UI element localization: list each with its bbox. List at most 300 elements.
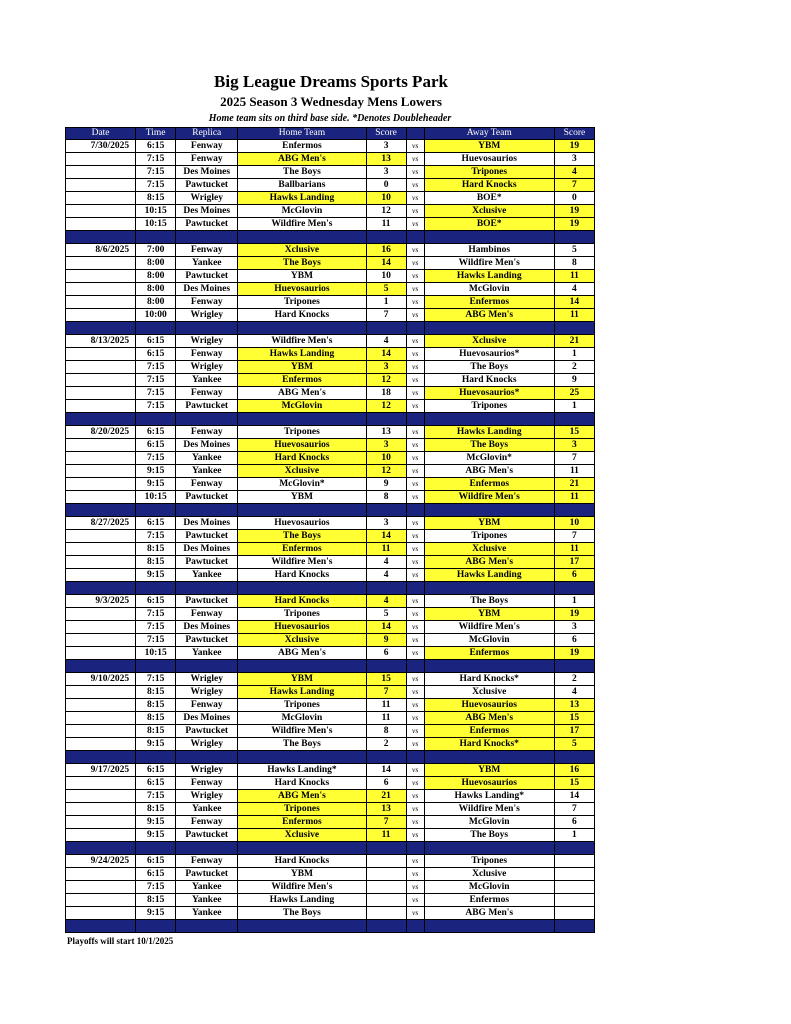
game-replica: Des Moines	[176, 283, 238, 296]
away-team: The Boys	[424, 439, 554, 452]
separator-cell	[424, 582, 554, 595]
game-date	[66, 374, 136, 387]
home-score: 14	[366, 764, 406, 777]
game-replica: Wrigley	[176, 673, 238, 686]
game-time: 7:15	[136, 790, 176, 803]
away-score: 1	[554, 400, 594, 413]
home-score: 3	[366, 140, 406, 153]
away-team: Hawks Landing	[424, 426, 554, 439]
separator-cell	[66, 504, 136, 517]
home-team: Hawks Landing	[238, 686, 366, 699]
game-row	[66, 907, 595, 920]
game-date	[66, 452, 136, 465]
away-score: 4	[554, 686, 594, 699]
away-team: YBM	[424, 517, 554, 530]
game-replica: Des Moines	[176, 166, 238, 179]
away-team: Wildfire Men's	[424, 491, 554, 504]
home-team: Tripones	[238, 803, 366, 816]
game-replica: Pawtucket	[176, 829, 238, 842]
home-score: 11	[366, 712, 406, 725]
home-score: 4	[366, 335, 406, 348]
away-score: 11	[554, 465, 594, 478]
separator-cell	[554, 920, 594, 933]
separator-cell	[554, 413, 594, 426]
game-replica: Pawtucket	[176, 595, 238, 608]
game-row	[66, 569, 595, 582]
away-score: 3	[554, 621, 594, 634]
away-score: 19	[554, 218, 594, 231]
home-team: Hawks Landing	[238, 192, 366, 205]
game-row	[66, 179, 595, 192]
home-team: Xclusive	[238, 244, 366, 257]
column-header: Away Team	[424, 128, 554, 140]
game-row	[66, 283, 595, 296]
away-score: 9	[554, 374, 594, 387]
vs-label: vs	[406, 244, 424, 257]
away-score	[554, 894, 594, 907]
away-score: 17	[554, 556, 594, 569]
away-team: Xclusive	[424, 868, 554, 881]
home-score: 12	[366, 205, 406, 218]
game-row	[66, 270, 595, 283]
game-row	[66, 257, 595, 270]
away-score: 19	[554, 647, 594, 660]
away-score: 3	[554, 153, 594, 166]
vs-label: vs	[406, 478, 424, 491]
away-score: 19	[554, 140, 594, 153]
game-date	[66, 153, 136, 166]
column-header: Time	[136, 128, 176, 140]
game-row	[66, 387, 595, 400]
game-row	[66, 829, 595, 842]
home-team: Hawks Landing	[238, 348, 366, 361]
home-score: 7	[366, 686, 406, 699]
game-replica: Des Moines	[176, 621, 238, 634]
away-score: 15	[554, 777, 594, 790]
game-replica: Pawtucket	[176, 725, 238, 738]
away-score: 6	[554, 634, 594, 647]
game-date: 8/6/2025	[66, 244, 136, 257]
game-row	[66, 868, 595, 881]
vs-label: vs	[406, 296, 424, 309]
game-time: 10:00	[136, 309, 176, 322]
home-score: 13	[366, 153, 406, 166]
game-time: 7:15	[136, 634, 176, 647]
game-date	[66, 491, 136, 504]
vs-label: vs	[406, 166, 424, 179]
separator-cell	[366, 582, 406, 595]
game-replica: Pawtucket	[176, 400, 238, 413]
vs-label: vs	[406, 907, 424, 920]
header-row	[66, 128, 595, 140]
home-score: 11	[366, 699, 406, 712]
home-score: 2	[366, 738, 406, 751]
game-time: 7:15	[136, 621, 176, 634]
away-score: 21	[554, 335, 594, 348]
home-score	[366, 881, 406, 894]
home-team: Tripones	[238, 699, 366, 712]
game-row	[66, 426, 595, 439]
game-date	[66, 894, 136, 907]
separator-cell	[366, 231, 406, 244]
game-date	[66, 270, 136, 283]
game-row	[66, 543, 595, 556]
separator-cell	[238, 322, 366, 335]
vs-label: vs	[406, 140, 424, 153]
game-row	[66, 400, 595, 413]
game-replica: Pawtucket	[176, 179, 238, 192]
separator-cell	[366, 413, 406, 426]
game-time: 7:15	[136, 881, 176, 894]
separator-cell	[66, 920, 136, 933]
home-team: Hard Knocks	[238, 595, 366, 608]
away-team: Tripones	[424, 166, 554, 179]
game-replica: Yankee	[176, 374, 238, 387]
vs-label: vs	[406, 881, 424, 894]
game-replica: Wrigley	[176, 764, 238, 777]
separator-cell	[238, 751, 366, 764]
home-score: 13	[366, 803, 406, 816]
vs-label: vs	[406, 309, 424, 322]
game-replica: Fenway	[176, 777, 238, 790]
home-team: YBM	[238, 673, 366, 686]
separator-cell	[136, 322, 176, 335]
week-separator	[66, 920, 595, 933]
separator-cell	[136, 231, 176, 244]
game-time: 10:15	[136, 218, 176, 231]
game-date: 9/10/2025	[66, 673, 136, 686]
away-team: Hard Knocks	[424, 374, 554, 387]
column-header	[406, 128, 424, 140]
column-header: Score	[554, 128, 594, 140]
game-row	[66, 218, 595, 231]
away-score: 10	[554, 517, 594, 530]
home-team: McGlovin	[238, 400, 366, 413]
vs-label: vs	[406, 595, 424, 608]
home-team: Enfermos	[238, 816, 366, 829]
game-time: 6:15	[136, 777, 176, 790]
separator-cell	[366, 660, 406, 673]
separator-cell	[406, 660, 424, 673]
home-team: Hawks Landing	[238, 894, 366, 907]
home-score: 11	[366, 218, 406, 231]
home-score: 3	[366, 517, 406, 530]
vs-label: vs	[406, 387, 424, 400]
game-date	[66, 712, 136, 725]
vs-label: vs	[406, 647, 424, 660]
game-date	[66, 881, 136, 894]
vs-label: vs	[406, 335, 424, 348]
game-date	[66, 361, 136, 374]
separator-cell	[424, 231, 554, 244]
game-row	[66, 140, 595, 153]
away-team: The Boys	[424, 829, 554, 842]
home-score: 14	[366, 530, 406, 543]
game-date	[66, 829, 136, 842]
game-row	[66, 439, 595, 452]
home-score: 3	[366, 439, 406, 452]
away-team: Xclusive	[424, 335, 554, 348]
vs-label: vs	[406, 530, 424, 543]
game-replica: Yankee	[176, 881, 238, 894]
vs-label: vs	[406, 816, 424, 829]
away-score: 11	[554, 491, 594, 504]
home-score: 18	[366, 387, 406, 400]
game-time: 6:15	[136, 140, 176, 153]
game-row	[66, 673, 595, 686]
away-team: Hard Knocks*	[424, 738, 554, 751]
game-row	[66, 647, 595, 660]
separator-cell	[424, 660, 554, 673]
away-score: 7	[554, 530, 594, 543]
vs-label: vs	[406, 426, 424, 439]
game-replica: Pawtucket	[176, 218, 238, 231]
vs-label: vs	[406, 855, 424, 868]
home-team: McGlovin	[238, 712, 366, 725]
separator-cell	[176, 413, 238, 426]
away-team: Xclusive	[424, 543, 554, 556]
away-team: Hawks Landing	[424, 270, 554, 283]
separator-cell	[66, 751, 136, 764]
separator-cell	[238, 231, 366, 244]
column-header: Date	[66, 128, 136, 140]
week-separator	[66, 322, 595, 335]
vs-label: vs	[406, 673, 424, 686]
game-time: 8:15	[136, 712, 176, 725]
home-score: 3	[366, 166, 406, 179]
week-separator	[66, 660, 595, 673]
game-date	[66, 387, 136, 400]
away-score: 8	[554, 257, 594, 270]
game-row	[66, 192, 595, 205]
week-separator	[66, 842, 595, 855]
game-row	[66, 595, 595, 608]
vs-label: vs	[406, 543, 424, 556]
game-date: 9/3/2025	[66, 595, 136, 608]
home-score: 4	[366, 556, 406, 569]
vs-label: vs	[406, 361, 424, 374]
home-score: 12	[366, 465, 406, 478]
home-team: YBM	[238, 868, 366, 881]
away-score: 5	[554, 244, 594, 257]
away-team: YBM	[424, 764, 554, 777]
game-time: 6:15	[136, 764, 176, 777]
separator-cell	[136, 751, 176, 764]
separator-cell	[66, 413, 136, 426]
away-team: BOE*	[424, 218, 554, 231]
separator-cell	[366, 504, 406, 517]
home-team: YBM	[238, 270, 366, 283]
separator-cell	[136, 413, 176, 426]
game-time: 7:15	[136, 452, 176, 465]
vs-label: vs	[406, 517, 424, 530]
game-row	[66, 738, 595, 751]
home-score: 12	[366, 374, 406, 387]
away-team: YBM	[424, 140, 554, 153]
vs-label: vs	[406, 439, 424, 452]
away-team: Hard Knocks*	[424, 673, 554, 686]
home-score: 14	[366, 621, 406, 634]
home-score	[366, 868, 406, 881]
game-date	[66, 348, 136, 361]
vs-label: vs	[406, 465, 424, 478]
game-date	[66, 439, 136, 452]
page-title: Big League Dreams Sports Park	[214, 72, 448, 91]
home-team: Xclusive	[238, 465, 366, 478]
game-time: 6:15	[136, 517, 176, 530]
separator-cell	[554, 231, 594, 244]
separator-cell	[554, 660, 594, 673]
vs-label: vs	[406, 634, 424, 647]
vs-label: vs	[406, 725, 424, 738]
game-time: 8:15	[136, 543, 176, 556]
game-date	[66, 218, 136, 231]
game-replica: Fenway	[176, 244, 238, 257]
away-score: 7	[554, 179, 594, 192]
away-score: 7	[554, 803, 594, 816]
vs-label: vs	[406, 556, 424, 569]
separator-cell	[136, 582, 176, 595]
game-replica: Yankee	[176, 907, 238, 920]
away-team: Huevosaurios*	[424, 348, 554, 361]
separator-cell	[176, 660, 238, 673]
game-time: 8:15	[136, 803, 176, 816]
game-date	[66, 803, 136, 816]
game-replica: Des Moines	[176, 439, 238, 452]
away-score: 14	[554, 790, 594, 803]
home-team: Hard Knocks	[238, 569, 366, 582]
separator-cell	[176, 842, 238, 855]
away-score: 5	[554, 738, 594, 751]
week-separator	[66, 582, 595, 595]
game-row	[66, 725, 595, 738]
home-score: 16	[366, 244, 406, 257]
home-team: Wildfire Men's	[238, 556, 366, 569]
home-team: Wildfire Men's	[238, 725, 366, 738]
game-row	[66, 816, 595, 829]
vs-label: vs	[406, 712, 424, 725]
away-score: 14	[554, 296, 594, 309]
vs-label: vs	[406, 452, 424, 465]
home-score: 10	[366, 452, 406, 465]
game-time: 7:15	[136, 530, 176, 543]
separator-cell	[366, 842, 406, 855]
vs-label: vs	[406, 790, 424, 803]
game-row	[66, 556, 595, 569]
away-score: 21	[554, 478, 594, 491]
game-row	[66, 803, 595, 816]
game-date: 8/27/2025	[66, 517, 136, 530]
home-team: Hard Knocks	[238, 452, 366, 465]
game-replica: Fenway	[176, 140, 238, 153]
game-row	[66, 348, 595, 361]
game-replica: Pawtucket	[176, 491, 238, 504]
away-team: Tripones	[424, 400, 554, 413]
separator-cell	[136, 504, 176, 517]
game-replica: Pawtucket	[176, 270, 238, 283]
game-time: 8:15	[136, 686, 176, 699]
away-team: Wildfire Men's	[424, 621, 554, 634]
game-time: 7:15	[136, 608, 176, 621]
separator-cell	[176, 504, 238, 517]
home-score: 15	[366, 673, 406, 686]
vs-label: vs	[406, 218, 424, 231]
away-score: 17	[554, 725, 594, 738]
game-date: 9/24/2025	[66, 855, 136, 868]
away-score: 13	[554, 699, 594, 712]
game-time: 10:15	[136, 205, 176, 218]
away-team: Hard Knocks	[424, 179, 554, 192]
separator-cell	[66, 842, 136, 855]
home-team: ABG Men's	[238, 790, 366, 803]
footer-note: Playoffs will start 10/1/2025	[67, 936, 174, 946]
game-date	[66, 283, 136, 296]
separator-cell	[424, 920, 554, 933]
header-note: Home team sits on third base side. *Denotes Doubleheader	[208, 113, 452, 124]
game-date: 8/13/2025	[66, 335, 136, 348]
home-team: The Boys	[238, 257, 366, 270]
away-team: Hawks Landing*	[424, 790, 554, 803]
game-date	[66, 257, 136, 270]
game-row	[66, 244, 595, 257]
game-row	[66, 153, 595, 166]
game-time: 7:15	[136, 361, 176, 374]
home-score: 12	[366, 400, 406, 413]
home-team: Hard Knocks	[238, 855, 366, 868]
game-row	[66, 634, 595, 647]
game-replica: Wrigley	[176, 686, 238, 699]
away-team: The Boys	[424, 595, 554, 608]
vs-label: vs	[406, 608, 424, 621]
game-row	[66, 530, 595, 543]
away-team: Enfermos	[424, 894, 554, 907]
home-score: 10	[366, 192, 406, 205]
home-score: 5	[366, 283, 406, 296]
game-replica: Yankee	[176, 465, 238, 478]
game-time: 6:15	[136, 335, 176, 348]
game-row	[66, 478, 595, 491]
away-score: 4	[554, 166, 594, 179]
home-team: Hard Knocks	[238, 777, 366, 790]
game-row	[66, 894, 595, 907]
game-date	[66, 205, 136, 218]
home-team: Hawks Landing*	[238, 764, 366, 777]
game-date	[66, 309, 136, 322]
away-team: Xclusive	[424, 686, 554, 699]
home-team: Huevosaurios	[238, 439, 366, 452]
game-time: 8:15	[136, 192, 176, 205]
away-team: ABG Men's	[424, 309, 554, 322]
vs-label: vs	[406, 829, 424, 842]
separator-cell	[424, 751, 554, 764]
game-date	[66, 465, 136, 478]
game-date: 7/30/2025	[66, 140, 136, 153]
vs-label: vs	[406, 686, 424, 699]
separator-cell	[238, 842, 366, 855]
home-score: 6	[366, 777, 406, 790]
home-team: YBM	[238, 491, 366, 504]
separator-cell	[406, 842, 424, 855]
home-team: Xclusive	[238, 634, 366, 647]
game-time: 6:15	[136, 439, 176, 452]
game-replica: Fenway	[176, 478, 238, 491]
game-replica: Des Moines	[176, 205, 238, 218]
separator-cell	[424, 322, 554, 335]
vs-label: vs	[406, 257, 424, 270]
home-team: Wildfire Men's	[238, 335, 366, 348]
game-time: 9:15	[136, 569, 176, 582]
game-replica: Yankee	[176, 452, 238, 465]
